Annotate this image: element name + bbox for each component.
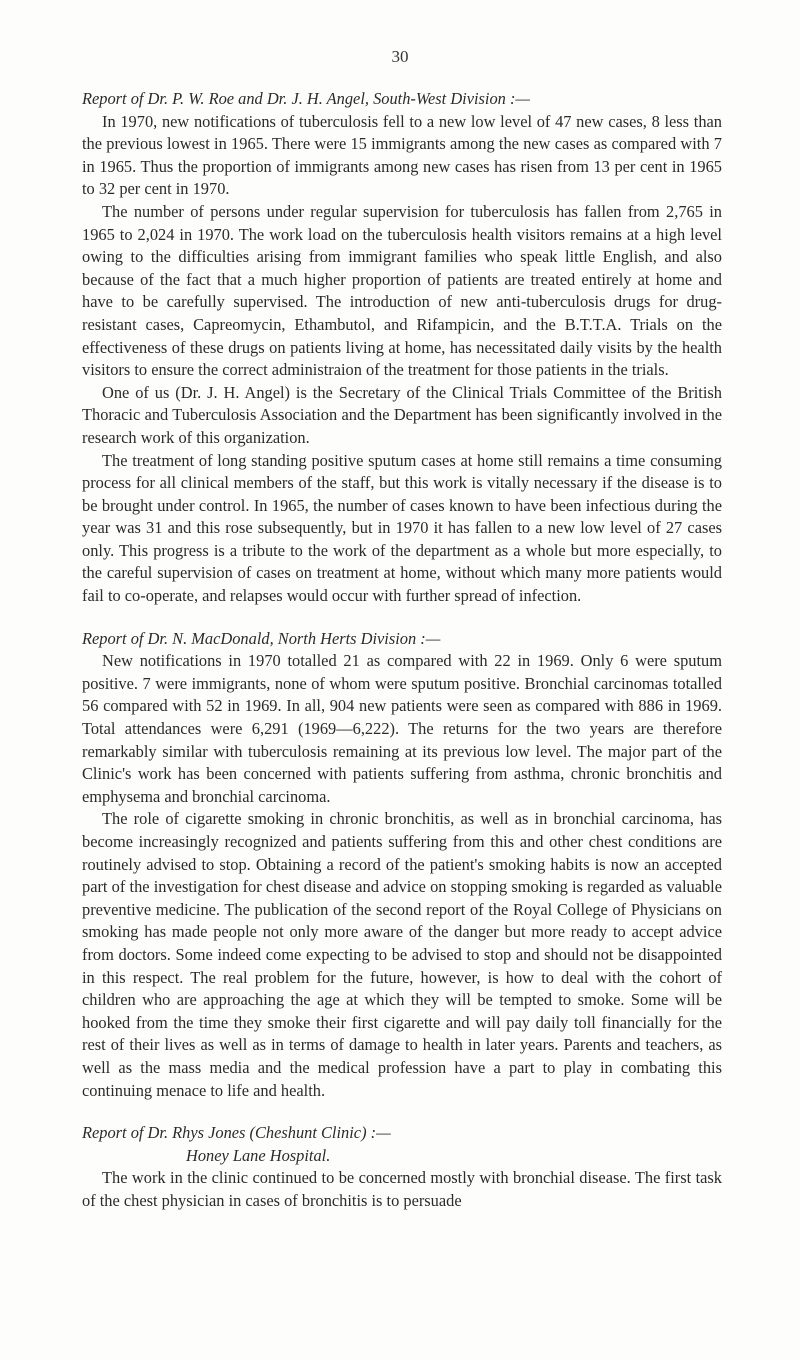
section-subheading: Honey Lane Hospital. <box>186 1145 331 1165</box>
section-north-herts <box>82 628 722 1102</box>
section-heading: Report of Dr. N. MacDonald, North Herts Division :— <box>82 628 441 648</box>
paragraph: One of us (Dr. J. H. Angel) is the Secretary of the Clinical Trials Committee of the British Thoracic and Tuberculosis Association and the Department has been significantly involved in the research work of this organization. <box>82 382 722 447</box>
section-heading: Report of Dr. Rhys Jones (Cheshunt Clinic) :— <box>82 1123 391 1143</box>
paragraph: The work in the clinic continued to be concerned mostly with bronchial disease. The first task of the chest physician in cases of bronchitis is to persuade <box>82 1168 722 1210</box>
paragraph: The role of cigarette smoking in chronic bronchitis, as well as in bronchial carcinoma, has become increasingly recognized and patients suffering from this and other chest conditions are routinely advised to stop. Obtaining a record of the patient's smoking habits is now an accepted part of the investigation for chest disease and advice on stopping smoking is regarded as valuable preventive medicine. The publication of the second report of the Royal College of Physicians on smoking has made people not only more aware of the danger but more ready to accept advice from doctors. Some indeed come expecting to be advised to stop and should not be disappointed in this respect. The real problem for the future, however, is how to deal with the cohort of children who are approaching the age at which they will be tempted to smoke. Some will be hooked from the time they smoke their first cigarette and will pay daily toll financially for the rest of their lives as well as in terms of damage to health in later years. Parents and teachers, as well as the mass media and the medical profession have a part to play in combating this continuing menace to life and health. <box>82 809 722 1100</box>
report-body <box>82 88 722 1213</box>
paragraph: The number of persons under regular supervision for tuberculosis has fallen from 2,765 in 1965 to 2,024 in 1970. The work load on the tuberculosis health visitors remains at a high level owing to the difficulties arising from immigrant families who speak little English, and also because of the fact that a much higher proportion of patients are treated entirely at home and have to be carefully supervised. The introduction of new anti-tuberculosis drugs for drug-resistant cases, Capreomycin, Ethambutol, and Rifampicin, and the B.T.T.A. Trials on the effectiveness of these drugs on patients living at home, has necessitated daily visits by the health visitors to ensure the correct administraion of the treatment for those patients in the trials. <box>82 201 722 380</box>
paragraph: New notifications in 1970 totalled 21 as compared with 22 in 1969. Only 6 were sputum positive. 7 were immigrants, none of whom were sputum positive. Bronchial carcinomas totalled 56 compared with 52 in 1969. In all, 904 new patients were seen as compared with 886 in 1969. Total attendances were 6,291 (1969—6,222). The returns for the two years are therefore remarkably similar with tuberculosis remaining at its previous low level. The major part of the Clinic's work has been concerned with patients suffering from asthma, chronic bronchitis and emphysema and bronchial carcinoma. <box>82 651 722 806</box>
section-heading: Report of Dr. P. W. Roe and Dr. J. H. Angel, South-West Division :— <box>82 89 530 108</box>
section-south-west <box>82 88 722 608</box>
page-number: 30 <box>391 47 409 66</box>
paragraph: In 1970, new notifications of tuberculosis fell to a new low level of 47 new cases, 8 less than the previous lowest in 1965. There were 15 immigrants among the new cases as compared with 7 in 1965. Thus the proportion of immigrants among new cases has risen from 13 per cent in 1965 to 32 per cent in 1970. <box>82 111 722 199</box>
section-cheshunt <box>82 1122 722 1212</box>
paragraph: The treatment of long standing positive sputum cases at home still remains a time consuming process for all clinical members of the staff, but this work is vitally necessary if the disease is to be brought under control. In 1965, the number of cases known to have been infectious during the year was 31 and this rose subsequently, but in 1970 it has fallen to a new low level of 27 cases only. This progress is a tribute to the work of the department as a whole but more especially, to the careful supervision of cases on treatment at home, without which many more patients would fail to co-operate, and relapses would occur with further spread of infection. <box>82 450 722 606</box>
